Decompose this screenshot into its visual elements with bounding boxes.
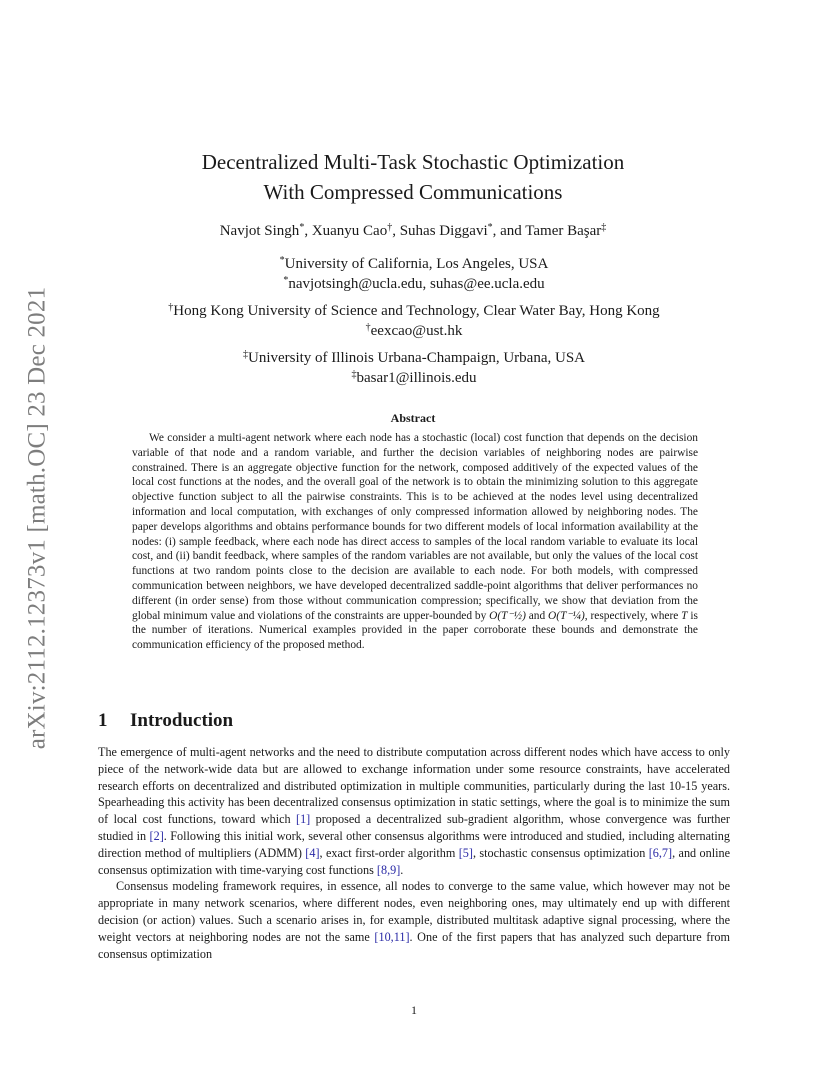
abstract-text bbox=[132, 431, 698, 653]
paragraph bbox=[98, 878, 730, 962]
affiliation-block bbox=[60, 301, 768, 341]
affiliation-mark: * bbox=[279, 255, 285, 266]
page-number: 1 bbox=[411, 1003, 417, 1017]
author-name: Navjot Singh bbox=[219, 223, 300, 239]
abstract-part: and bbox=[525, 609, 549, 622]
affiliation-email bbox=[60, 368, 768, 388]
paragraph-text: . bbox=[400, 862, 404, 877]
abstract-part: We consider a multi-agent network where each node has a stochastic (local) cost function that depends on the decision variable of that node and a random variable, and further the decision variables of neighboring nodes are pairwise constrained. There is an aggregate objective function for the network, composed additively of the expected values of the local cost functions at the nodes, and the overall goal of the network is to obtain the minimizing solution to this aggregate objective function subject to all the pairwise constraints. This is to be achieved at the nodes level using decentralized information and local computation, with exchanges of only compressed information allowed by neighboring nodes. The paper develops algorithms and obtains performance bounds for two different models of local information availability at the nodes: (i) sample feedback, where each node has direct access to samples of the local random variable to evaluate its local cost, and (ii) bandit feedback, where samples of the random variables are not available, but only the values of the local cost functions at two random points close to the decision are available to each node. For both models, with compressed communication between neighbors, we have developed decentralized saddle-point algorithms that deliver performances no different (in order sense) from those without communication compression; specifically, we show that deviation from the global minimum value and violations of the constraints are upper-bounded by bbox=[132, 432, 698, 622]
paragraph-text: proposed a decentralized sub-gradient algorithm, whose convergence was further studied in bbox=[98, 812, 730, 843]
abstract-heading: Abstract bbox=[390, 411, 436, 425]
email-mark: * bbox=[283, 275, 289, 286]
citation-link[interactable]: [10,11] bbox=[374, 929, 410, 944]
affiliation-text: Hong Kong University of Science and Technology, Clear Water Bay, Hong Kong bbox=[173, 303, 660, 319]
email-mark: † bbox=[365, 322, 371, 333]
paragraph-text: . Following this initial work, several other consensus algorithms were introduced and studied, including alternating direction method of multipliers (ADMM) bbox=[98, 828, 730, 860]
affiliation-mark: † bbox=[168, 302, 174, 313]
email-text: eexcao@ust.hk bbox=[370, 323, 463, 339]
affiliation-email bbox=[60, 274, 768, 294]
author-list bbox=[98, 221, 728, 241]
affiliation-block bbox=[60, 254, 768, 294]
author-mark: † bbox=[387, 222, 393, 233]
affiliation-text: University of Illinois Urbana-Champaign, Urbana, USA bbox=[247, 350, 586, 366]
affiliation-mark: ‡ bbox=[242, 349, 248, 360]
abstract-part: is the number of iterations. Numerical examples provided in the paper corroborate these bounds and demonstrate the communication efficiency of the proposed method. bbox=[132, 609, 698, 652]
citation-link[interactable]: [4] bbox=[305, 845, 320, 860]
section-title: Introduction bbox=[130, 710, 234, 731]
author-separator: , bbox=[304, 223, 312, 239]
paragraph-text: , stochastic consensus optimization bbox=[472, 845, 649, 860]
citation-link[interactable]: [2] bbox=[149, 828, 164, 843]
arxiv-identifier-text: arXiv:2112.12373v1 [math.OC] 23 Dec 2021 bbox=[23, 286, 50, 750]
paragraph-text: . One of the first papers that has analyzed such departure from consensus optimization bbox=[98, 929, 730, 961]
author-mark: * bbox=[299, 222, 305, 233]
author-name: Suhas Diggavi bbox=[399, 223, 488, 239]
paper-title bbox=[98, 147, 728, 207]
title-line-1: Decentralized Multi-Task Stochastic Optimization bbox=[201, 150, 625, 174]
body-text bbox=[98, 744, 730, 962]
email-text: navjotsingh@ucla.edu, suhas@ee.ucla.edu bbox=[288, 276, 545, 292]
author-name: Tamer Başar bbox=[525, 223, 602, 239]
affiliation-name bbox=[60, 254, 768, 274]
paragraph-text: Consensus modeling framework requires, in essence, all nodes to converge to the same value, which however may not be appropriate in many network scenarios, where different nodes, even neighboring ones, may ultimately end up with different decision (or action) values. Such a scenario arises in, for example, distributed multitask adaptive signal processing, where the weight vectors at neighboring nodes are not the same bbox=[98, 879, 730, 944]
author-separator: , bbox=[392, 223, 400, 239]
math-variable: T bbox=[681, 609, 688, 622]
arxiv-identifier bbox=[22, 262, 52, 774]
abstract-part: , respectively, where bbox=[584, 609, 682, 622]
title-line-2: With Compressed Communications bbox=[263, 180, 563, 204]
paragraph-text: , exact first-order algorithm bbox=[319, 845, 459, 860]
citation-link[interactable]: [1] bbox=[296, 812, 311, 827]
paragraph-text: The emergence of multi-agent networks and the need to distribute computation across different nodes which have access to only piece of the network-wide data but are allowed to exchange information under some resource constraints, have accelerated research efforts on decentralized and distributed optimization in multiple communities, particularly during the last 10-15 years. Spearheading this activity has been decentralized consensus optimization in static settings, where the goal is to minimize the sum of local cost functions, toward which bbox=[98, 745, 730, 827]
math-bound: O(T⁻½) bbox=[489, 609, 526, 622]
author-name: Xuanyu Cao bbox=[311, 223, 388, 239]
paragraph bbox=[98, 744, 730, 878]
math-bound: O(T⁻¼) bbox=[548, 609, 585, 622]
citation-link[interactable]: [5] bbox=[458, 845, 473, 860]
affiliation-block bbox=[60, 348, 768, 388]
author-separator: , and bbox=[492, 223, 526, 239]
email-text: basar1@illinois.edu bbox=[356, 370, 477, 386]
affiliation-email bbox=[60, 321, 768, 341]
email-mark: ‡ bbox=[351, 369, 357, 380]
paragraph-text: , and online consensus optimization with time-varying cost functions bbox=[98, 845, 731, 877]
affiliation-name bbox=[60, 348, 768, 368]
author-mark: * bbox=[487, 222, 493, 233]
author-mark: ‡ bbox=[601, 222, 607, 233]
citation-link[interactable]: [8,9] bbox=[376, 862, 401, 877]
affiliation-text: University of California, Los Angeles, USA bbox=[284, 256, 549, 272]
affiliation-name bbox=[60, 301, 768, 321]
citation-link[interactable]: [6,7] bbox=[648, 845, 673, 860]
section-heading bbox=[98, 710, 233, 732]
section-number: 1 bbox=[98, 710, 108, 731]
